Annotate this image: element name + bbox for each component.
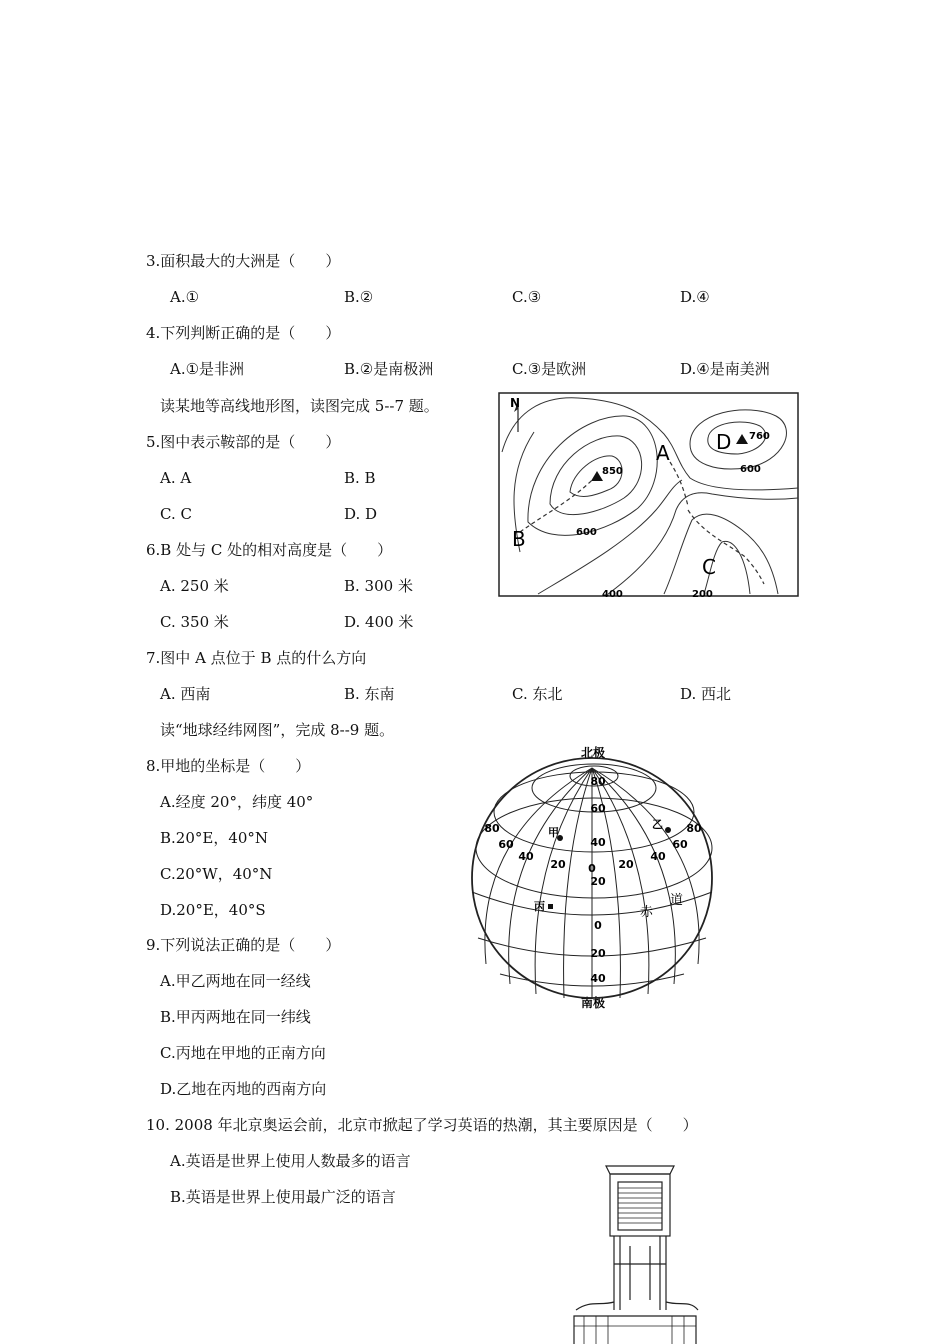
lat-label: 0 — [594, 919, 602, 932]
meridian-e80 — [592, 768, 699, 964]
point-bing-label: 丙 — [534, 900, 545, 913]
q8-option-b: B.20°E，40°N — [160, 829, 269, 847]
q9-option-c: C.丙地在甲地的正南方向 — [160, 1044, 326, 1062]
lon-label: 20 — [618, 858, 634, 871]
q3-option-b: B.② — [344, 288, 374, 306]
lon-label: 60 — [672, 838, 688, 851]
q5-stem: 5.图中表示鞍部的是（ ） — [146, 433, 341, 451]
north-label: N — [510, 396, 521, 410]
q3-stem: 3.面积最大的大洲是（ ） — [146, 252, 341, 270]
lon-label: 60 — [498, 838, 514, 851]
q5-option-d: D. D — [344, 505, 378, 523]
globe-figure — [464, 742, 720, 1012]
q8-option-c: C.20°W，40°N — [160, 865, 273, 883]
q9-option-d: D.乙地在丙地的西南方向 — [160, 1080, 327, 1098]
lon-label: 40 — [650, 850, 666, 863]
q4-option-b: B.②是南极洲 — [344, 360, 434, 378]
q5-option-c: C. C — [160, 505, 192, 523]
lat-label: 40 — [590, 836, 606, 849]
point-d-label: D — [716, 430, 732, 454]
south-pole-label: 南极 — [581, 996, 606, 1010]
q3-option-c: C.③ — [512, 288, 542, 306]
q6-option-d: D. 400 米 — [344, 613, 414, 631]
q9-option-a: A.甲乙两地在同一经线 — [160, 972, 311, 990]
point-yi-marker — [665, 827, 671, 833]
north-pole-label: 北极 — [581, 746, 606, 760]
lon-label: 80 — [484, 822, 500, 835]
peak-760-label: 760 — [749, 431, 770, 442]
lat-label: 80 — [590, 775, 606, 788]
contour-value-600-left: 600 — [576, 527, 597, 538]
shrub-outline — [576, 1302, 698, 1310]
q4-stem: 4.下列判断正确的是（ ） — [146, 324, 341, 342]
meridian-w60 — [509, 768, 592, 984]
q9-stem: 9.下列说法正确的是（ ） — [146, 936, 341, 954]
lat-label: 20 — [590, 875, 606, 888]
q3-option-d: D.④ — [680, 288, 710, 306]
lon-label: 40 — [518, 850, 534, 863]
point-jia-label: 甲 — [548, 826, 559, 839]
q7-option-c: C. 东北 — [512, 685, 563, 703]
contour-map-figure — [498, 392, 800, 598]
contour-value-400: 400 — [602, 589, 623, 598]
q10-stem: 10. 2008 年北京奥运会前，北京市掀起了学习英语的热潮，其主要原因是（ ） — [146, 1116, 698, 1134]
peak-850-label: 850 — [602, 466, 623, 477]
q10-option-a: A.英语是世界上使用人数最多的语言 — [170, 1152, 411, 1170]
q4-option-d: D.④是南美洲 — [680, 360, 770, 378]
q9-option-b: B.甲丙两地在同一纬线 — [160, 1008, 311, 1026]
point-c-label: C — [702, 555, 716, 579]
q8-option-a: A.经度 20°，纬度 40° — [160, 793, 314, 811]
lon-label: 20 — [550, 858, 566, 871]
q6-stem: 6.B 处与 C 处的相对高度是（ ） — [146, 541, 393, 559]
q7-option-a: A. 西南 — [160, 685, 211, 703]
lat-label: 60 — [590, 802, 606, 815]
point-a-label: A — [656, 441, 670, 465]
lat-label: 20 — [590, 947, 606, 960]
point-yi-label: 乙 — [652, 818, 663, 831]
q7-option-d: D. 西北 — [680, 685, 732, 703]
q10-option-b: B.英语是世界上使用最广泛的语言 — [170, 1188, 396, 1206]
q5-option-a: A. A — [160, 469, 192, 487]
lon-label: 80 — [686, 822, 702, 835]
shelter-roof — [606, 1166, 674, 1174]
q7-option-b: B. 东南 — [344, 685, 395, 703]
contour-value-600-right: 600 — [740, 464, 761, 475]
q4-option-a: A.①是非洲 — [170, 360, 245, 378]
q8-option-d: D.20°E，40°S — [160, 901, 266, 919]
q7-stem: 7.图中 A 点位于 B 点的什么方向 — [146, 649, 367, 667]
fence-outline — [574, 1316, 696, 1344]
lon-label: 0 — [588, 862, 596, 875]
q8-stem: 8.甲地的坐标是（ ） — [146, 757, 311, 775]
equator-label-dao: 道 — [670, 893, 684, 908]
weather-shelter-illustration — [570, 1160, 700, 1344]
q5-option-b: B. B — [344, 469, 376, 487]
q6-option-b: B. 300 米 — [344, 577, 413, 595]
intro-8-9: 读“地球经纬网图”，完成 8--9 题。 — [160, 721, 395, 739]
q4-option-c: C.③是欧洲 — [512, 360, 587, 378]
contour-value-200: 200 — [692, 589, 713, 598]
q3-option-a: A.① — [170, 288, 200, 306]
q6-option-c: C. 350 米 — [160, 613, 229, 631]
lat-label: 40 — [590, 972, 606, 985]
shelter-box — [610, 1174, 670, 1236]
equator-label-chi: 赤 — [640, 905, 654, 920]
point-bing-marker — [548, 904, 553, 909]
meridian-w20 — [564, 768, 592, 998]
point-b-label: B — [512, 527, 526, 551]
q6-option-a: A. 250 米 — [160, 577, 229, 595]
intro-5-7: 读某地等高线地形图，读图完成 5--7 题。 — [160, 397, 439, 415]
